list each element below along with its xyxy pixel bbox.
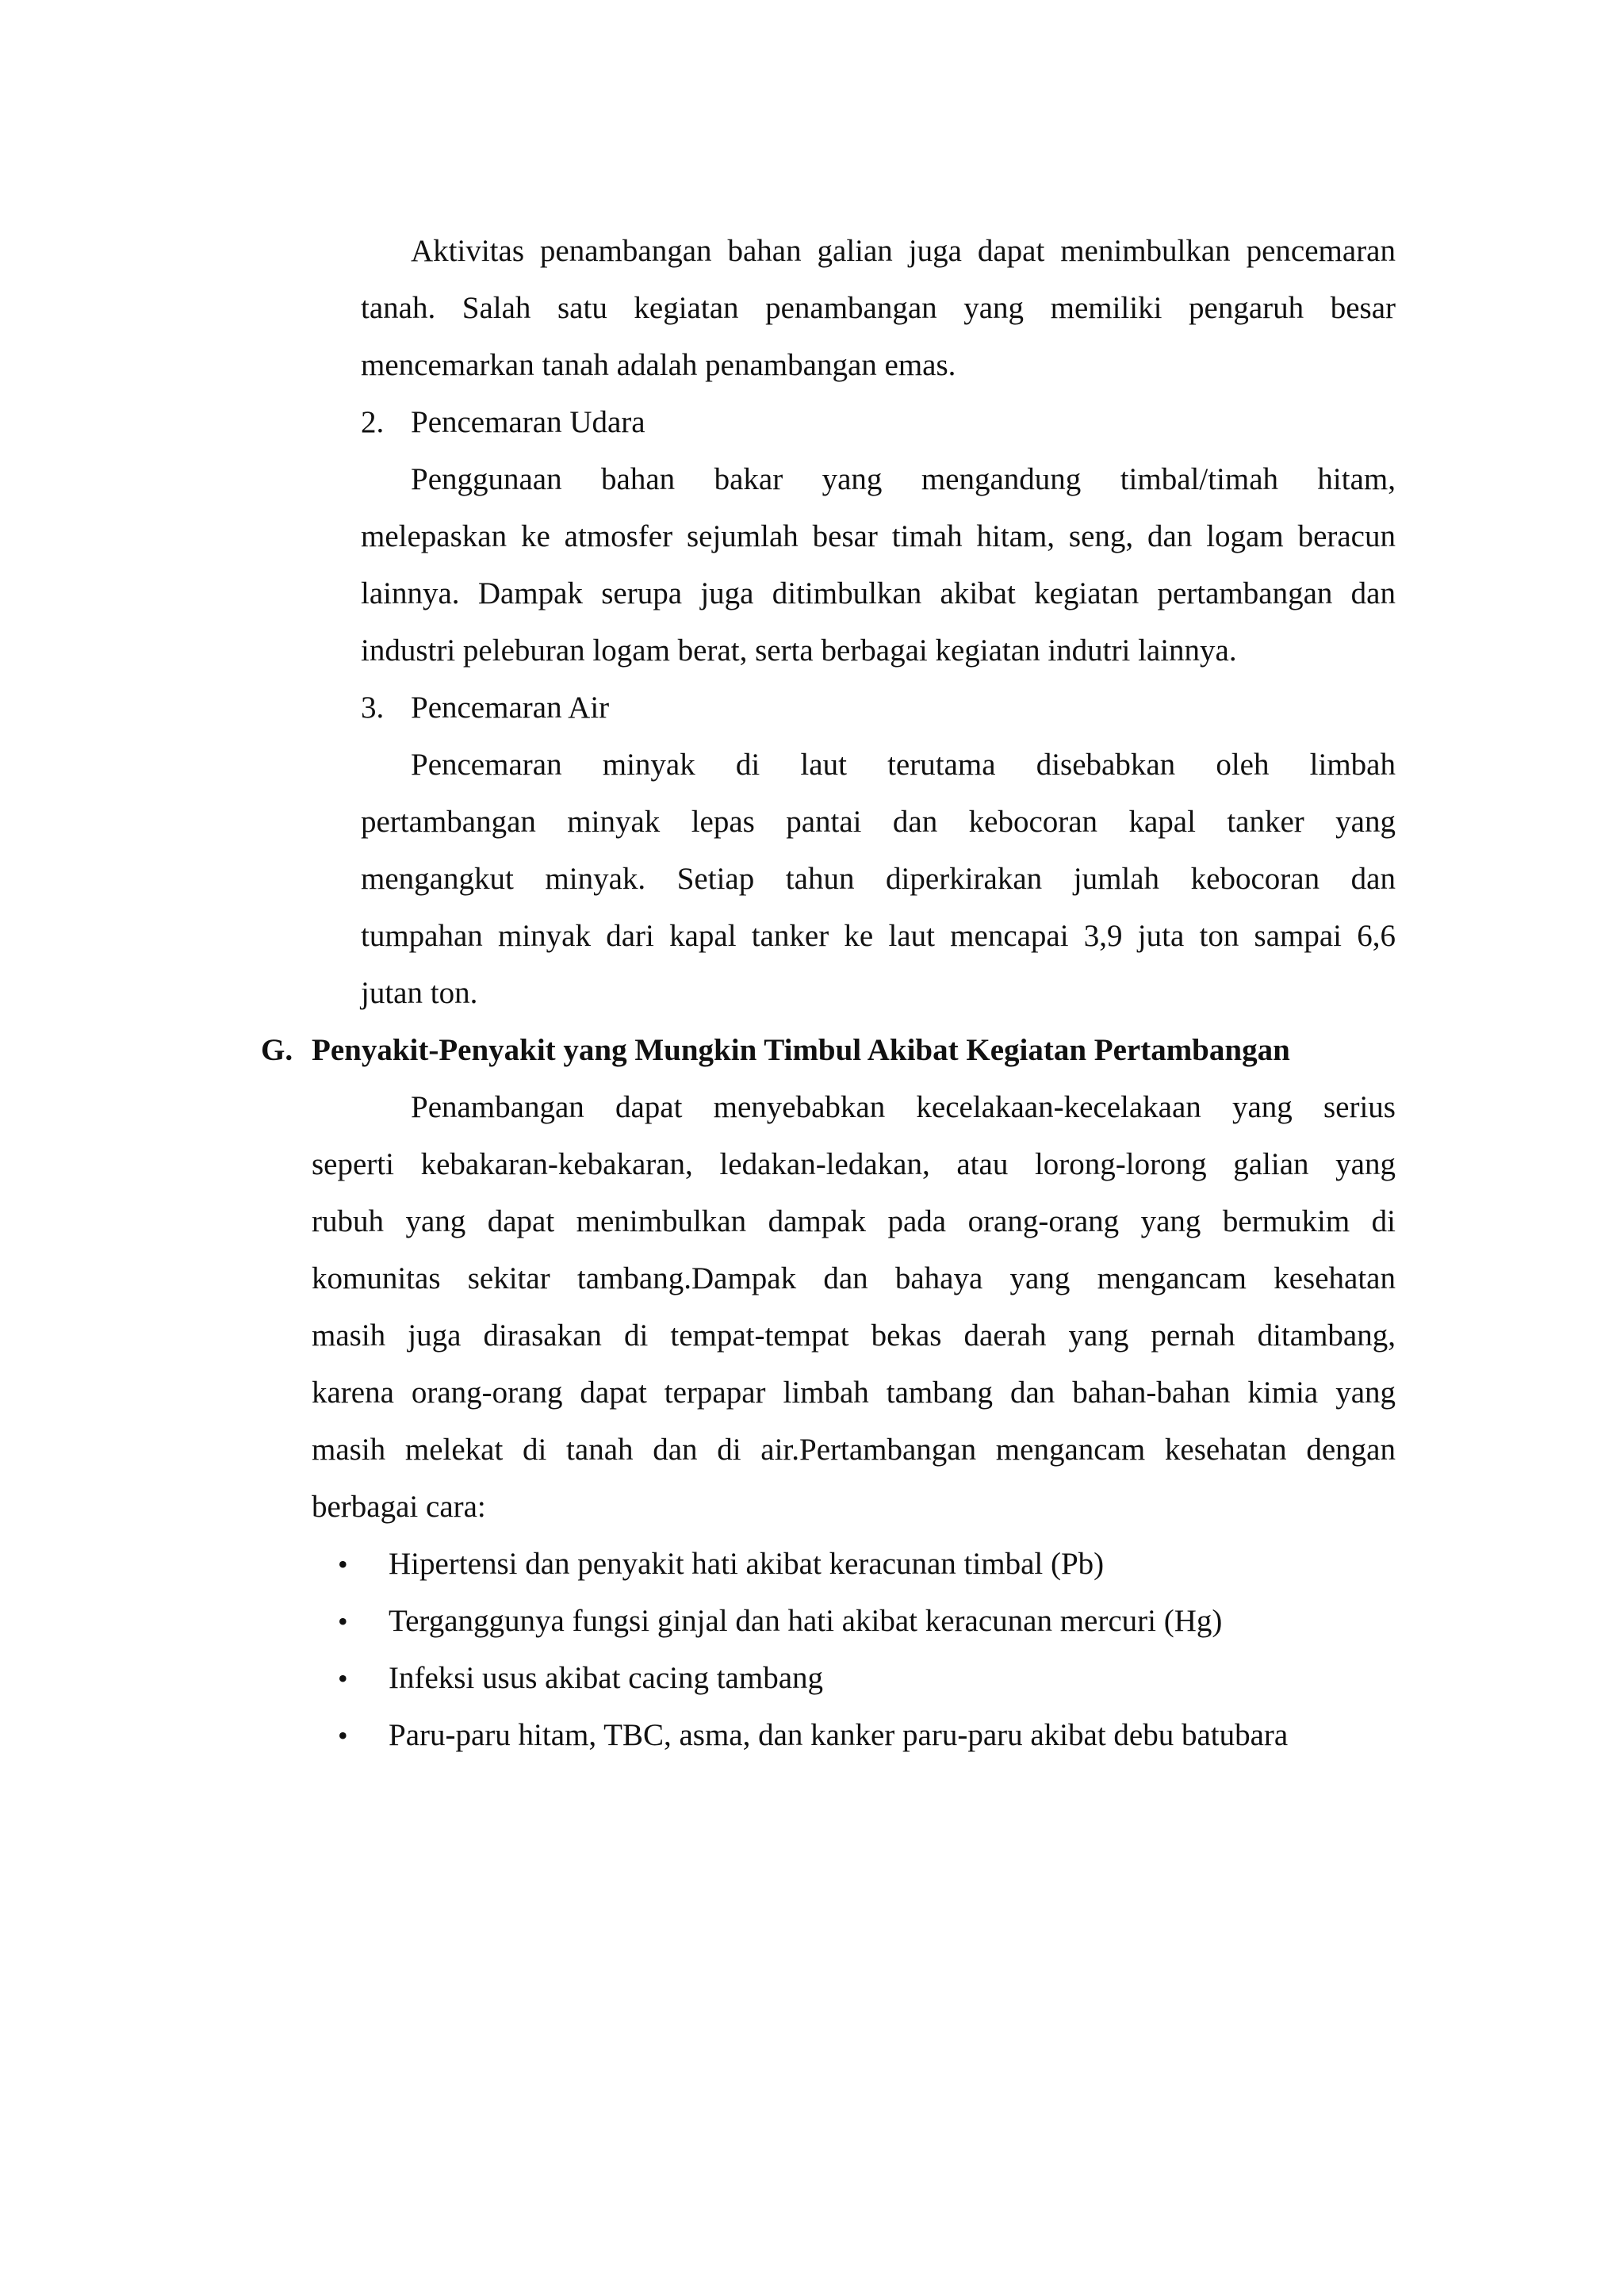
item3-number: 3. xyxy=(361,691,385,725)
item3-line-3: mengangkut minyak. Setiap tahun diperkirakan jumlah kebocoran dan xyxy=(361,862,1396,896)
section-g-line-5: masih juga dirasakan di tempat-tempat bekas daerah yang pernah ditambang, xyxy=(312,1318,1396,1353)
item2-number: 2. xyxy=(361,405,385,439)
section-g-heading: Penyakit-Penyakit yang Mungkin Timbul Akibat Kegiatan Pertambangan xyxy=(312,1033,1290,1067)
item3-line-4: tumpahan minyak dari kapal tanker ke laut mencapai 3,9 juta ton sampai 6,6 xyxy=(361,919,1396,953)
bullet-item-2: Terganggunya fungsi ginjal dan hati akibat keracunan mercuri (Hg) xyxy=(389,1604,1223,1638)
bullet-icon: • xyxy=(338,1548,348,1580)
item2-line-1: Penggunaan bahan bakar yang mengandung timbal/timah hitam, xyxy=(411,462,1396,496)
item3-heading: Pencemaran Air xyxy=(411,691,610,725)
bullet-item-1: Hipertensi dan penyakit hati akibat keracunan timbal (Pb) xyxy=(389,1547,1105,1581)
item2-line-4: industri peleburan logam berat, serta berbagai kegiatan indutri lainnya. xyxy=(361,633,1237,668)
intro-line-2: tanah. Salah satu kegiatan penambangan yang memiliki pengaruh besar xyxy=(361,291,1396,325)
section-g-line-1: Penambangan dapat menyebabkan kecelakaan-kecelakaan yang serius xyxy=(411,1090,1396,1124)
section-g-line-2: seperti kebakaran-kebakaran, ledakan-ledakan, atau lorong-lorong galian yang xyxy=(312,1147,1396,1181)
bullet-item-3: Infeksi usus akibat cacing tambang xyxy=(389,1661,823,1695)
section-g-line-4: komunitas sekitar tambang.Dampak dan bahaya yang mengancam kesehatan xyxy=(312,1261,1396,1295)
bullet-icon: • xyxy=(338,1720,348,1751)
intro-line-1: Aktivitas penambangan bahan galian juga dapat menimbulkan pencemaran xyxy=(411,234,1396,268)
item3-line-2: pertambangan minyak lepas pantai dan kebocoran kapal tanker yang xyxy=(361,805,1396,839)
intro-line-3: mencemarkan tanah adalah penambangan emas. xyxy=(361,348,956,382)
bullet-icon: • xyxy=(338,1605,348,1637)
section-g-line-3: rubuh yang dapat menimbulkan dampak pada orang-orang yang bermukim di xyxy=(312,1204,1396,1238)
section-g-line-7: masih melekat di tanah dan di air.Pertambangan mengancam kesehatan dengan xyxy=(312,1433,1396,1467)
item2-heading: Pencemaran Udara xyxy=(411,405,645,439)
section-g-line-8: berbagai cara: xyxy=(312,1490,486,1524)
item3-line-1: Pencemaran minyak di laut terutama disebabkan oleh limbah xyxy=(411,748,1396,782)
bullet-icon: • xyxy=(338,1663,348,1694)
section-g-line-6: karena orang-orang dapat terpapar limbah tambang dan bahan-bahan kimia yang xyxy=(312,1376,1396,1410)
item3-line-5: jutan ton. xyxy=(361,976,478,1010)
item2-line-3: lainnya. Dampak serupa juga ditimbulkan akibat kegiatan pertambangan dan xyxy=(361,576,1396,610)
bullet-item-4: Paru-paru hitam, TBC, asma, dan kanker paru-paru akibat debu batubara xyxy=(389,1718,1289,1752)
item2-line-2: melepaskan ke atmosfer sejumlah besar timah hitam, seng, dan logam beracun xyxy=(361,519,1396,553)
section-g-letter: G. xyxy=(261,1033,293,1067)
